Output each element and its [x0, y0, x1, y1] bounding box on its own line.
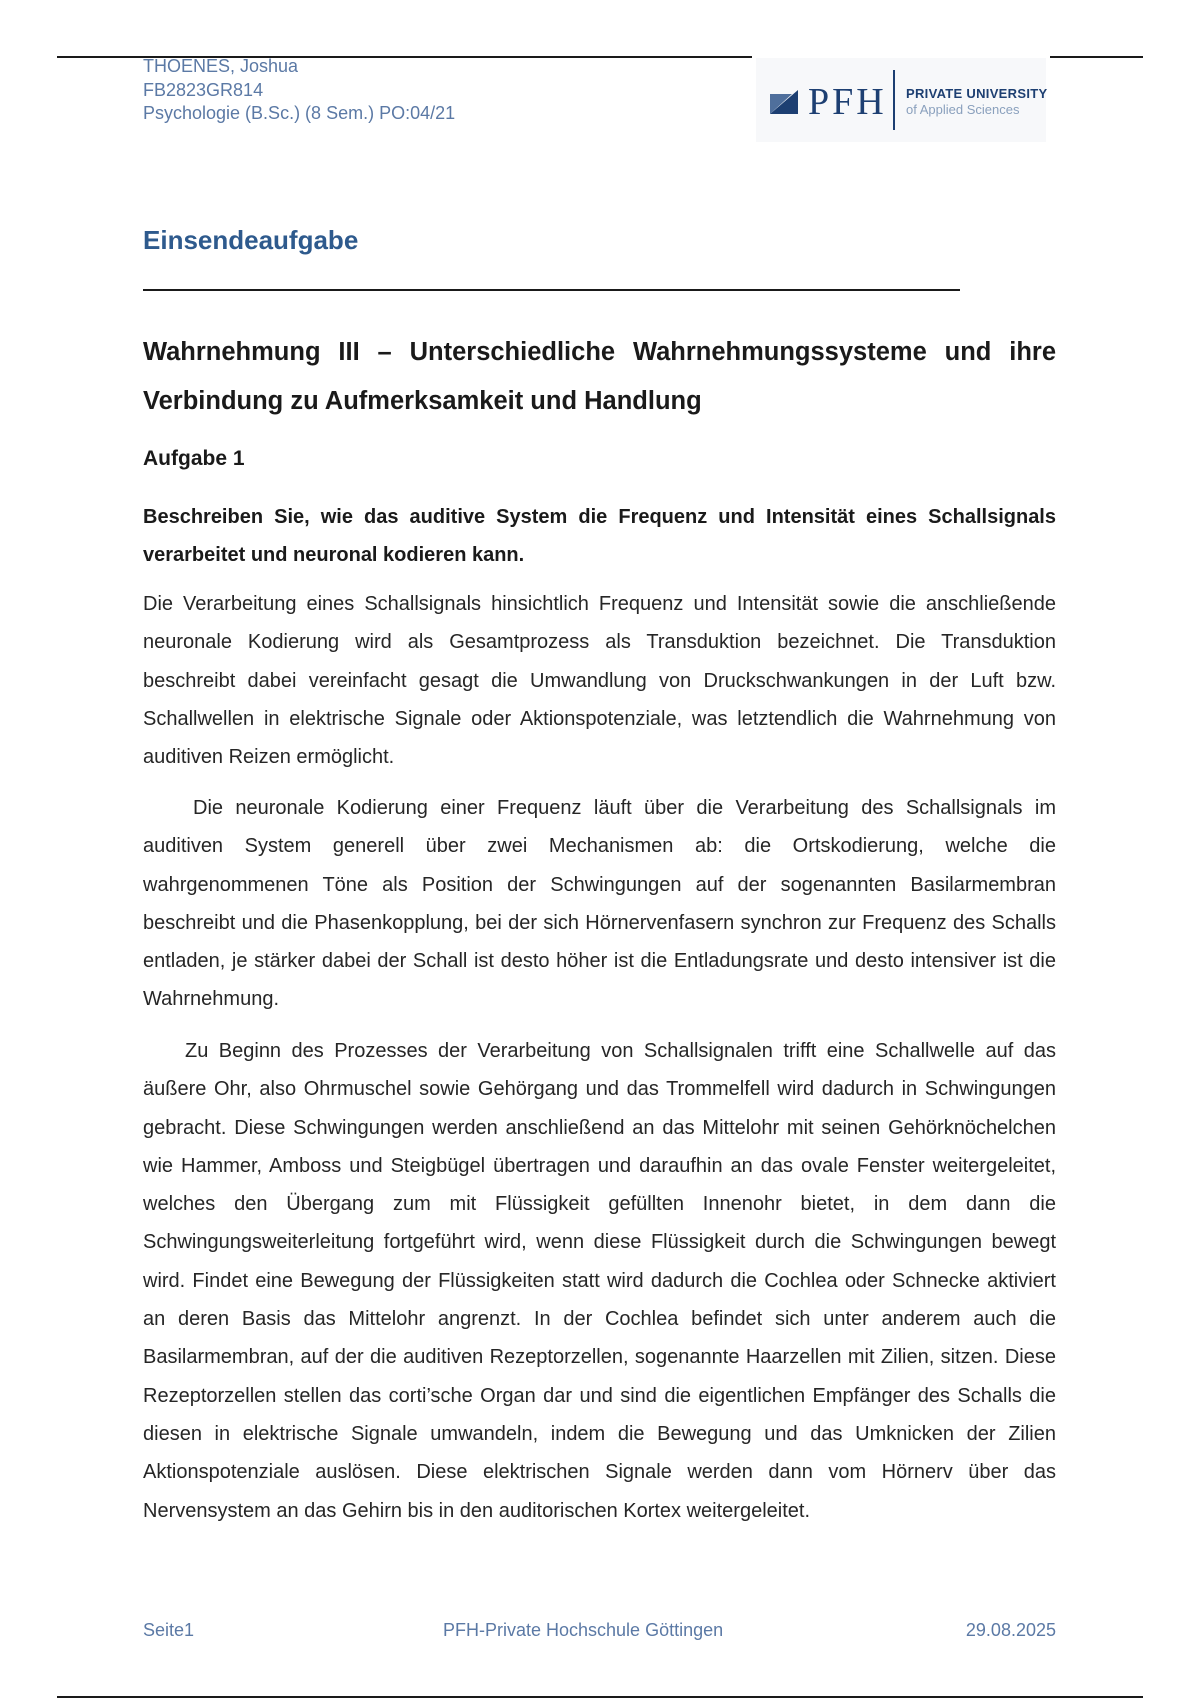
student-name: THOENES, Joshua	[143, 56, 299, 76]
logo-wordmark: PFH	[808, 81, 887, 123]
footer-page-number: Seite1	[143, 1620, 195, 1640]
logo-separator	[893, 70, 895, 130]
study-program: Psychologie (B.Sc.) (8 Sem.) PO:04/21	[143, 103, 456, 123]
footer-date: 29.08.2025	[965, 1620, 1056, 1640]
body-paragraph: Zu Beginn des Prozesses der Verarbeitung von Schallsignalen trifft eine Schallwelle auf das äußere Ohr, also Ohrmuschel sowie Gehörgang und das Trommelfell wird dadurch in Schwingungen gebracht. Diese Schwingungen werden anschließend an das Mittelohr mit seinen Gehörknöchelchen wie Hammer, Amboss und Steigbügel übertragen und daraufhin an das ovale Fenster weitergeleitet, welches den Übergang zum mit Flüssigkeit gefüllten Innenohr bietet, in dem dann die Schwingungsweiterleitung fortgeführt wird, wenn diese Flüssigkeit durch die Schwingungen bewegt wird. Findet eine Bewegung der Flüssigkeiten statt wird dadurch die Cochlea oder Schnecke aktiviert an deren Basis das Mittelohr angrenzt. In der Cochlea befindet sich unter anderem auch die Basilarmembran, auf der die auditiven Rezeptorzellen, sogenannte Haarzellen mit Zilien, sitzen. Diese Rezeptorzellen stellen das corti’sche Organ dar und sind die eigentlichen Empfänger des Schalls die diesen in elektrische Signale umwandeln, indem die Bewegung und das Umknicken der Zilien Aktionspotenziale auslösen. Diese elektrischen Signale werden dann vom Hörnerv über das Nervensystem an das Gehirn bis in den auditorischen Kortex weitergeleitet.	[143, 1040, 1056, 1522]
body-paragraph: Die neuronale Kodierung einer Frequenz läuft über die Verarbeitung des Schallsignals im auditiven System generell über zwei Mechanismen ab: die Ortskodierung, welche die wahrgenommenen Töne als Position der Schwingungen auf der sogenannten Basilarmembran beschreibt und die Phasenkopplung, bei der sich Hörnervenfasern synchron zur Frequenz des Schalls entladen, je stärker dabei der Schall ist desto höher ist die Entladungsrate und desto intensiver ist die Wahrnehmung.	[143, 797, 1056, 1011]
pfh-logo	[756, 58, 1046, 142]
pfh-logo-mark-icon	[770, 90, 798, 114]
student-id: FB2823GR814	[143, 79, 264, 100]
header-meta	[143, 55, 455, 126]
document-type-heading: Einsendeaufgabe	[143, 225, 359, 255]
logo-tagline-primary: PRIVATE UNIVERSITY	[906, 86, 1048, 101]
footer-institution: PFH-Private Hochschule Göttingen	[443, 1620, 724, 1640]
body-paragraph: Die Verarbeitung eines Schallsignals hinsichtlich Frequenz und Intensität sowie die anschließende neuronale Kodierung wird als Gesamtprozess als Transduktion bezeichnet. Die Transduktion beschreibt dabei vereinfacht gesagt die Umwandlung von Druckschwankungen in der Luft bzw. Schallwellen in elektrische Signale oder Aktionspotenziale, was letztendlich die Wahrnehmung von auditiven Reizen ermöglicht.	[143, 593, 1056, 769]
task-question: Beschreiben Sie, wie das auditive System die Frequenz und Intensität eines Schallsignals verarbeitet und neuronal kodieren kann.	[143, 506, 1056, 566]
header-rule-right	[1050, 56, 1143, 58]
assignment-title: Wahrnehmung III – Unterschiedliche Wahrnehmungssysteme und ihre Verbindung zu Aufmerksamkeit und Handlung	[143, 338, 1056, 415]
logo-tagline-secondary: of Applied Sciences	[906, 102, 1020, 117]
heading-divider	[143, 289, 960, 291]
task-label: Aufgabe 1	[143, 447, 245, 470]
footer-rule	[57, 1696, 1143, 1698]
